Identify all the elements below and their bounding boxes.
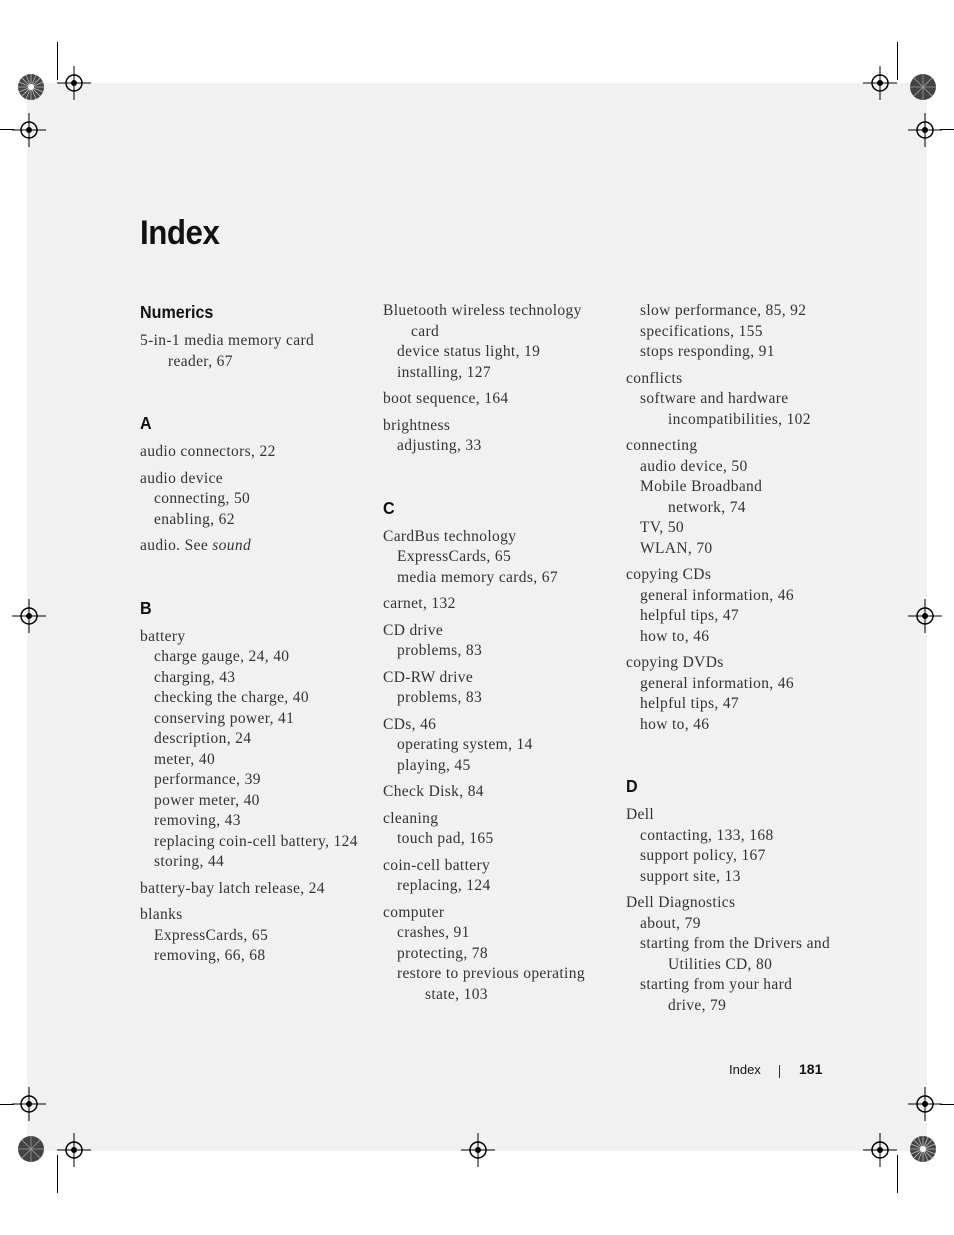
index-entry-line: card: [411, 322, 440, 340]
index-subentry: [383, 944, 613, 965]
index-subentry: [383, 735, 613, 756]
registration-target-icon: [12, 1087, 46, 1121]
index-subentry: [383, 876, 613, 897]
index-entry-line: replacing coin-cell battery, 124: [154, 832, 358, 850]
index-entry: [140, 879, 370, 900]
index-subentry: [626, 867, 856, 888]
index-entry-text: [383, 856, 613, 877]
index-entry-line: device status light, 19: [397, 343, 541, 360]
index-entry-line: software and hardware: [640, 390, 789, 407]
index-entry-text: [640, 694, 856, 715]
index-subentry: [626, 586, 856, 607]
index-subentry: [626, 457, 856, 478]
index-entry-line: network, 74: [668, 498, 746, 516]
index-entry: [383, 527, 613, 548]
registration-target-icon: [863, 66, 897, 100]
index-entry-line: general information, 46: [640, 674, 794, 692]
index-entry-text: [640, 498, 856, 519]
index-subentry: [626, 518, 856, 539]
index-entry-text: [383, 389, 613, 410]
index-entry-text: [140, 905, 370, 926]
index-entry-text: [154, 709, 370, 730]
index-entry-line: contacting, 133, 168: [640, 826, 774, 844]
index-entry-line: performance, 39: [154, 771, 261, 788]
index-entry-text: [397, 363, 613, 384]
index-entry-text: [626, 653, 856, 674]
index-subentry: [383, 436, 613, 457]
index-entry-text: [397, 756, 613, 777]
index-entry-line: brightness: [383, 416, 451, 434]
index-entry: [626, 653, 856, 674]
index-entry-line: battery: [140, 627, 186, 645]
section-spacer: [140, 372, 370, 412]
index-subentry: [140, 668, 370, 689]
index-entry-line: checking the charge, 40: [154, 689, 309, 706]
index-entry-text: [640, 518, 856, 539]
index-entry-line: stops responding, 91: [640, 343, 775, 360]
index-entry-text: [383, 594, 613, 615]
index-subentry: [626, 914, 856, 935]
index-subentry: [140, 852, 370, 873]
index-entry-text: [140, 879, 370, 900]
index-subentry: [626, 846, 856, 867]
index-entry-text: [640, 674, 856, 695]
index-entry-line: incompatibilities, 102: [668, 410, 811, 428]
index-subentry: [383, 568, 613, 589]
index-entry-text: [140, 442, 370, 463]
registration-target-icon: [908, 599, 942, 633]
index-entry-text: [640, 975, 856, 996]
index-entry: [626, 565, 856, 586]
registration-target-icon: [12, 113, 46, 147]
index-entry-text: [383, 322, 613, 343]
starburst-target-icon: [15, 1133, 47, 1165]
registration-target-icon: [57, 66, 91, 100]
index-entry-line: charge gauge, 24, 40: [154, 648, 290, 665]
index-entry-text: [640, 477, 856, 498]
index-subentry: [383, 547, 613, 568]
index-entry-text: [640, 301, 856, 322]
index-entry-text: [397, 985, 613, 1006]
index-entry-text: [397, 688, 613, 709]
index-entry-line: carnet, 132: [383, 595, 456, 612]
index-entry: [140, 627, 370, 648]
index-entry-text: [397, 342, 613, 363]
index-entry-text: [626, 893, 856, 914]
index-subentry: [626, 826, 856, 847]
index-entry-line: about, 79: [640, 914, 701, 932]
index-entry: [626, 893, 856, 914]
index-entry-line: meter, 40: [154, 750, 216, 768]
index-entry-text: [154, 729, 370, 750]
index-entry-line: conserving power, 41: [154, 709, 295, 727]
index-entry-text: [397, 944, 613, 965]
index-entry-line: TV, 50: [640, 519, 685, 536]
index-entry-text: [397, 829, 613, 850]
index-entry-line: support policy, 167: [640, 847, 766, 864]
index-entry-text: [140, 627, 370, 648]
index-entry-line: installing, 127: [397, 363, 491, 381]
index-entry-text: [154, 688, 370, 709]
index-entry-line: media memory cards, 67: [397, 568, 558, 586]
page-number: 181: [799, 1061, 823, 1077]
index-subentry: [140, 791, 370, 812]
index-entry-line: connecting, 50: [154, 490, 251, 507]
index-entry-line: CDs, 46: [383, 715, 437, 733]
index-entry: [140, 536, 370, 557]
index-entry-line: blanks: [140, 906, 183, 923]
index-entry-text: [397, 964, 613, 985]
index-subentry: [626, 975, 856, 1016]
index-subentry: [626, 342, 856, 363]
index-column-1: [140, 301, 370, 967]
index-entry-text: [154, 750, 370, 771]
index-subentry: [140, 510, 370, 531]
index-entry-text: [154, 811, 370, 832]
registration-target-icon: [863, 1133, 897, 1167]
index-entry-line: CD drive: [383, 621, 444, 639]
index-entry-line: Utilities CD, 80: [668, 955, 773, 973]
index-subentry: [140, 946, 370, 967]
index-entry-line: general information, 46: [640, 586, 794, 604]
index-entry-line: how to, 46: [640, 715, 710, 733]
index-entry: [140, 905, 370, 926]
index-entry-line: audio connectors, 22: [140, 443, 276, 460]
index-entry-text: [640, 322, 856, 343]
index-entry-line: problems, 83: [397, 689, 483, 706]
index-entry-line: power meter, 40: [154, 791, 260, 809]
index-entry: [383, 416, 613, 437]
index-entry-line: starting from your hard: [640, 976, 793, 993]
registration-target-icon: [461, 1133, 495, 1167]
index-entry-line: ExpressCards, 65: [154, 926, 269, 944]
section-spacer: [626, 735, 856, 775]
index-entry-line: coin-cell battery: [383, 856, 491, 874]
index-entry-text: [383, 301, 613, 322]
index-entry-line: drive, 79: [668, 996, 727, 1014]
index-entry-text: [154, 770, 370, 791]
index-entry-text: [140, 469, 370, 490]
index-entry-line: cleaning: [383, 809, 439, 827]
index-entry-text: [397, 876, 613, 897]
index-entry-text: [397, 641, 613, 662]
index-entry-line: storing, 44: [154, 853, 225, 870]
index-entry-text: [383, 668, 613, 689]
index-entry-text: [397, 923, 613, 944]
footer-divider: [779, 1065, 780, 1078]
index-subentry: [626, 477, 856, 518]
index-entry: [383, 301, 613, 342]
index-entry-line: specifications, 155: [640, 322, 763, 340]
index-entry-line: problems, 83: [397, 642, 483, 659]
index-subentry: [140, 770, 370, 791]
index-subentry: [626, 715, 856, 736]
index-entry-line: computer: [383, 903, 445, 921]
index-entry-line: 5-in-1 media memory card: [140, 332, 315, 349]
index-entry-line: starting from the Drivers and: [640, 935, 831, 952]
index-entry: [140, 331, 370, 372]
index-entry: [383, 715, 613, 736]
index-entry-line: charging, 43: [154, 668, 236, 686]
index-entry-line: state, 103: [425, 985, 488, 1003]
footer-section-label: Index: [729, 1062, 761, 1077]
index-entry-line: removing, 66, 68: [154, 947, 266, 964]
registration-target-icon: [12, 599, 46, 633]
see-reference: sound: [212, 537, 252, 554]
index-entry-text: [397, 568, 613, 589]
index-entry-text: [640, 410, 856, 431]
index-entry-text: [640, 539, 856, 560]
index-entry-text: [154, 946, 370, 967]
index-entry-text: [640, 934, 856, 955]
index-entry-text: [383, 903, 613, 924]
index-entry-text: [626, 436, 856, 457]
index-entry-text: [154, 852, 370, 873]
index-subentry: [626, 674, 856, 695]
index-entry-line: replacing, 124: [397, 877, 491, 894]
registration-target-icon: [57, 1133, 91, 1167]
index-entry-line: connecting: [626, 437, 698, 454]
index-subentry: [383, 923, 613, 944]
index-entry-line: slow performance, 85, 92: [640, 302, 807, 319]
index-entry-line: Mobile Broadband: [640, 478, 763, 495]
index-entry-line: Bluetooth wireless technology: [383, 302, 582, 319]
registration-target-icon: [908, 1087, 942, 1121]
index-entry-line: how to, 46: [640, 627, 710, 645]
index-entry: [383, 668, 613, 689]
index-entry-line: crashes, 91: [397, 924, 470, 941]
index-subentry: [626, 606, 856, 627]
index-subentry: [383, 342, 613, 363]
starburst-target-icon: [907, 1133, 939, 1165]
index-entry: [626, 369, 856, 390]
index-subentry: [626, 301, 856, 322]
index-column-2: [383, 301, 613, 1005]
index-entry-line: copying DVDs: [626, 654, 724, 671]
index-entry: [383, 594, 613, 615]
index-entry-text: [626, 805, 856, 826]
index-entry-text: [383, 715, 613, 736]
index-entry-text: [154, 647, 370, 668]
index-entry-text: [383, 527, 613, 548]
index-entry-text: [383, 809, 613, 830]
index-subentry: [140, 750, 370, 771]
index-entry: [626, 436, 856, 457]
index-subentry: [383, 641, 613, 662]
index-entry-text: [640, 867, 856, 888]
index-subentry: [383, 829, 613, 850]
index-subentry: [383, 688, 613, 709]
index-section-heading: Numerics: [140, 302, 214, 322]
index-subentry: [140, 709, 370, 730]
index-entry-line: CD-RW drive: [383, 668, 474, 686]
index-entry-line: WLAN, 70: [640, 539, 713, 557]
index-entry-text: [154, 510, 370, 531]
index-entry: [383, 809, 613, 830]
index-entry-line: CardBus technology: [383, 527, 517, 545]
index-entry-text: [397, 547, 613, 568]
index-entry-text: [640, 715, 856, 736]
index-entry: [383, 856, 613, 877]
index-entry-line: audio. See: [140, 537, 213, 554]
index-entry-line: restore to previous operating: [397, 965, 585, 982]
registration-target-icon: [908, 113, 942, 147]
index-entry-text: [640, 826, 856, 847]
index-entry-text: [383, 416, 613, 437]
section-spacer: [383, 457, 613, 497]
index-entry-text: [154, 791, 370, 812]
index-subentry: [383, 964, 613, 1005]
section-spacer: [140, 557, 370, 597]
index-entry-text: [154, 832, 370, 853]
index-entry-text: [640, 914, 856, 935]
index-entry-line: helpful tips, 47: [640, 607, 740, 624]
index-entry-text: [626, 369, 856, 390]
index-entry: [626, 805, 856, 826]
index-entry: [140, 442, 370, 463]
index-entry-text: [140, 536, 370, 557]
index-entry-line: removing, 43: [154, 812, 241, 829]
index-entry-text: [640, 606, 856, 627]
index-entry-text: [640, 389, 856, 410]
index-subentry: [140, 832, 370, 853]
index-entry-line: description, 24: [154, 730, 252, 747]
index-entry-text: [640, 586, 856, 607]
index-entry-line: copying CDs: [626, 566, 712, 583]
index-subentry: [140, 688, 370, 709]
index-entry-line: touch pad, 165: [397, 830, 494, 847]
index-entry-line: boot sequence, 164: [383, 390, 509, 407]
index-entry-text: [383, 621, 613, 642]
index-entry: [383, 903, 613, 924]
index-entry-text: [640, 955, 856, 976]
index-entry-text: [140, 352, 370, 373]
index-subentry: [626, 539, 856, 560]
index-subentry: [140, 811, 370, 832]
index-subentry: [626, 934, 856, 975]
starburst-target-icon: [15, 71, 47, 103]
index-subentry: [626, 322, 856, 343]
index-entry-text: [154, 668, 370, 689]
index-entry-text: [640, 996, 856, 1017]
index-subentry: [140, 926, 370, 947]
index-entry-line: battery-bay latch release, 24: [140, 879, 325, 897]
index-subentry: [626, 389, 856, 430]
index-section-heading: D: [626, 776, 638, 796]
index-entry-line: ExpressCards, 65: [397, 548, 512, 565]
index-entry: [383, 782, 613, 803]
index-entry-text: [640, 846, 856, 867]
index-entry-line: Dell: [626, 806, 655, 823]
index-entry-text: [640, 457, 856, 478]
index-subentry: [626, 627, 856, 648]
index-section-heading: A: [140, 413, 152, 433]
index-subentry: [383, 756, 613, 777]
index-entry-line: audio device: [140, 469, 223, 487]
index-entry: [383, 621, 613, 642]
index-entry-text: [383, 782, 613, 803]
starburst-target-icon: [907, 71, 939, 103]
index-entry-line: playing, 45: [397, 756, 471, 774]
index-entry-line: helpful tips, 47: [640, 695, 740, 712]
index-subentry: [626, 694, 856, 715]
index-entry-line: support site, 13: [640, 867, 741, 885]
index-entry: [140, 469, 370, 490]
page-title: Index: [140, 214, 220, 252]
index-subentry: [140, 647, 370, 668]
index-entry-text: [397, 735, 613, 756]
index-entry-line: Check Disk, 84: [383, 783, 484, 800]
index-entry-text: [140, 331, 370, 352]
index-section-heading: B: [140, 597, 152, 618]
index-section-heading: C: [383, 497, 395, 518]
index-entry-line: protecting, 78: [397, 944, 488, 962]
index-entry-line: enabling, 62: [154, 510, 235, 528]
index-entry-line: adjusting, 33: [397, 437, 482, 454]
index-subentry: [140, 729, 370, 750]
index-entry-line: conflicts: [626, 369, 683, 387]
index-entry-line: Dell Diagnostics: [626, 894, 736, 911]
index-entry-text: [626, 565, 856, 586]
index-entry-line: audio device, 50: [640, 457, 748, 475]
index-subentry: [140, 489, 370, 510]
index-entry-text: [640, 342, 856, 363]
index-subentry: [383, 363, 613, 384]
index-entry-text: [154, 489, 370, 510]
index-entry-text: [640, 627, 856, 648]
index-entry: [383, 389, 613, 410]
index-entry-text: [154, 926, 370, 947]
index-entry-line: reader, 67: [168, 352, 233, 370]
index-entry-line: operating system, 14: [397, 736, 533, 753]
index-column-3: [626, 301, 856, 1016]
index-entry-text: [397, 436, 613, 457]
